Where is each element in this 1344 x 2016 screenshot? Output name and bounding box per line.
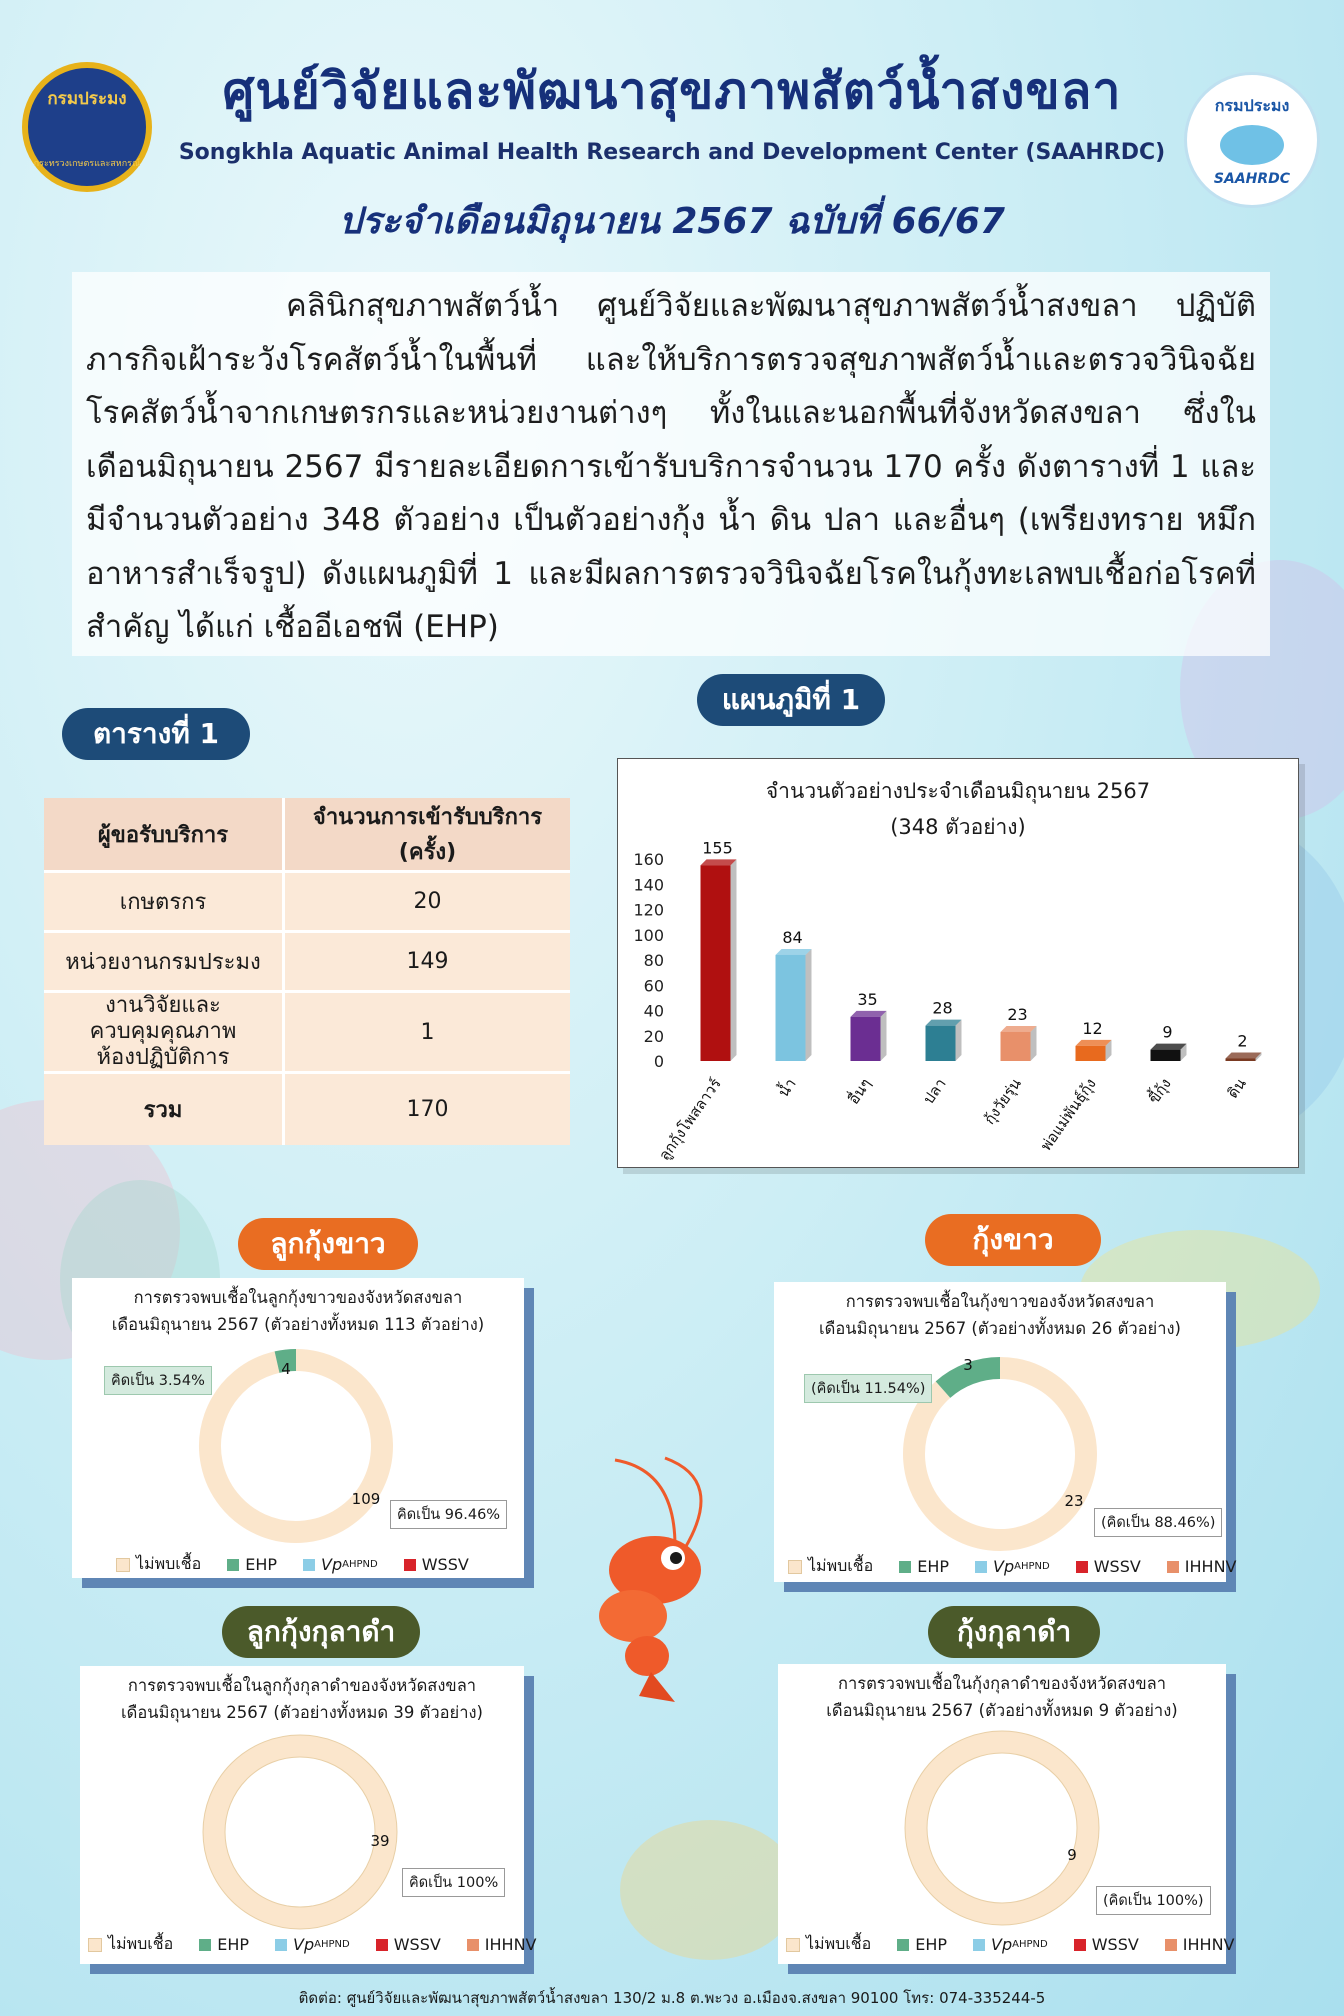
bar	[926, 1026, 956, 1061]
legend-item	[303, 1555, 378, 1574]
donut-outline	[927, 1753, 1077, 1903]
y-tick-label: 100	[633, 925, 664, 945]
bar	[776, 955, 806, 1061]
legend-item	[975, 1557, 1050, 1576]
legend-swatch	[227, 1559, 239, 1571]
intro-text: คลินิกสุขภาพสัตว์น้ำ ศูนย์วิจัยและพัฒนาสุขภาพสัตว์น้ำสงขลา ปฏิบัติภารกิจเฝ้าระวังโรคสัตว์น้ำในพื้นที่ และให้บริการตรวจสุขภาพสัตว์น้ำและตรวจวินิจฉัยโรคสัตว์น้ำจากเกษตรกรและหน่วยงานต่างๆ ทั้งในและนอกพื้นที่จังหวัดสงขลา ซึ่งในเดือนมิถุนายน 2567 มีรายละเอียดการเข้ารับบริการจำนวน 170 ครั้ง ดังตารางที่ 1 และมีจำนวนตัวอย่าง 348 ตัวอย่าง เป็นตัวอย่างกุ้ง น้ำ ดิน ปลา และอื่นๆ (เพรียงทราย หมึก อาหารสำเร็จรูป) ดังแผนภูมิที่ 1 และมีผลการตรวจวินิจฉัยโรคในกุ้งทะเลพบเชื้อก่อโรคที่สำคัญ ได้แก่ เชื้ออีเอชพี (EHP)	[86, 288, 1256, 645]
legend-item	[1076, 1557, 1141, 1576]
bar-side	[1031, 1026, 1037, 1061]
table-row-total	[44, 1073, 570, 1145]
donut-legend	[788, 1554, 1263, 1579]
fish-decoration	[620, 1820, 800, 1960]
legend-swatch	[1165, 1939, 1177, 1951]
data-label: 28	[932, 998, 953, 1018]
donut-title-line: การตรวจพบเชื้อในกุ้งกุลาดำของจังหวัดสงขลา	[837, 1674, 1167, 1693]
category-label: ดิน	[1223, 1074, 1250, 1102]
legend-label: Vp	[991, 1935, 1013, 1954]
chart-title-line: จำนวนตัวอย่างประจำเดือนมิถุนายน 2567	[765, 779, 1151, 803]
bar	[1151, 1050, 1181, 1061]
section-label-white-shrimp: กุ้งขาว	[925, 1214, 1101, 1266]
legend-swatch	[275, 1939, 287, 1951]
bar	[1226, 1058, 1256, 1061]
legend-item	[973, 1935, 1048, 1954]
issue-label: ประจำเดือนมิถุนายน 2567 ฉบับที่ 66/67	[339, 201, 1005, 242]
table-label: ตารางที่ 1	[62, 708, 250, 760]
category-label: ปลา	[919, 1074, 950, 1108]
y-tick-label: 140	[633, 875, 664, 895]
legend-label: ไม่พบเชื้อ	[806, 1934, 872, 1953]
donut-chart	[80, 1666, 524, 1966]
category-label: ลูกกุ้งโพสลาวร์	[655, 1074, 725, 1164]
data-label: 23	[1007, 1004, 1028, 1024]
bar	[701, 865, 731, 1061]
category-label: พ่อแม่พันธุ์กุ้ง	[1036, 1074, 1100, 1155]
donut-percent-callout: คิดเป็น 96.46%	[390, 1500, 507, 1529]
legend-item	[1167, 1557, 1237, 1576]
table-cell: 20	[284, 872, 571, 932]
legend-swatch	[1167, 1561, 1179, 1573]
y-tick-label: 120	[633, 900, 664, 920]
y-tick-label: 80	[643, 951, 664, 970]
legend-item	[1074, 1935, 1139, 1954]
section-label-tiger-shrimp-larvae: ลูกกุ้งกุลาดำ	[222, 1606, 420, 1658]
donut-slice	[916, 1742, 1088, 1914]
bar-top	[701, 859, 737, 865]
donut-outline	[225, 1757, 375, 1907]
logo-text: กรมประมง	[1214, 95, 1290, 115]
donut-title-line: การตรวจพบเชื้อในกุ้งขาวของจังหวัดสงขลา	[845, 1292, 1155, 1311]
legend-label: EHP	[915, 1935, 948, 1954]
legend-swatch	[88, 1938, 102, 1952]
chart-label: แผนภูมิที่ 1	[697, 674, 885, 726]
legend-subscript: AHPND	[314, 1939, 350, 1950]
legend-swatch	[303, 1559, 315, 1571]
data-label: 2	[1237, 1031, 1248, 1051]
donut-legend	[88, 1932, 563, 1957]
service-table	[44, 798, 570, 1145]
bar-chart-panel	[617, 758, 1299, 1168]
table-cell: งานวิจัยและควบคุมคุณภาพห้องปฏิบัติการ	[44, 992, 284, 1073]
legend-subscript: AHPND	[342, 1559, 378, 1570]
legend-item	[899, 1557, 949, 1576]
legend-item	[88, 1932, 173, 1957]
data-label: 35	[857, 989, 878, 1009]
donut-value-label: 23	[1064, 1492, 1084, 1510]
legend-label: WSSV	[421, 1555, 469, 1574]
data-label: 12	[1082, 1018, 1103, 1038]
bar-side	[806, 949, 812, 1061]
legend-item	[467, 1935, 537, 1954]
logo-text: กรมประมง	[47, 88, 127, 109]
donut-chart	[774, 1282, 1226, 1582]
donut-percent-callout: คิดเป็น 3.54%	[104, 1366, 212, 1395]
legend-subscript: AHPND	[1014, 1561, 1050, 1572]
donut-slice	[914, 1368, 1086, 1540]
legend-label: EHP	[245, 1555, 278, 1574]
category-label: อื่นๆ	[844, 1074, 875, 1108]
table-row	[44, 932, 570, 992]
donut-legend	[116, 1552, 495, 1577]
legend-swatch	[788, 1560, 802, 1574]
donut-value-label: 4	[281, 1360, 291, 1378]
donut-title-line: เดือนมิถุนายน 2567 (ตัวอย่างทั้งหมด 26 ตัวอย่าง)	[819, 1319, 1181, 1338]
bar-top	[851, 1011, 887, 1017]
section-label-white-shrimp-larvae: ลูกกุ้งขาว	[238, 1218, 418, 1270]
donut-card-white-shrimp	[774, 1282, 1237, 1582]
legend-swatch	[1076, 1561, 1088, 1573]
legend-swatch	[376, 1939, 388, 1951]
y-tick-label: 160	[633, 850, 664, 869]
legend-item	[786, 1932, 871, 1957]
legend-item	[788, 1554, 873, 1579]
data-label: 155	[702, 838, 733, 858]
legend-label: IHHNV	[1184, 1557, 1237, 1576]
table-header: ผู้ขอรับบริการ	[44, 798, 284, 872]
y-tick-label: 60	[643, 976, 664, 996]
legend-swatch	[404, 1559, 416, 1571]
legend-label: IHHNV	[484, 1935, 537, 1954]
table-header: จำนวนการเข้ารับบริการ (ครั้ง)	[284, 798, 571, 872]
data-label: 84	[782, 927, 803, 947]
donut-title-line: การตรวจพบเชื้อในลูกกุ้งขาวของจังหวัดสงขลา	[133, 1288, 463, 1307]
legend-swatch	[897, 1939, 909, 1951]
bar-top	[1001, 1026, 1037, 1032]
donut-percent-callout: (คิดเป็น 88.46%)	[1094, 1508, 1222, 1537]
legend-label: WSSV	[1091, 1935, 1139, 1954]
legend-swatch	[116, 1558, 130, 1572]
legend-label: WSSV	[393, 1935, 441, 1954]
bar-chart	[618, 759, 1298, 1167]
table-cell: 149	[284, 932, 571, 992]
table-row	[44, 872, 570, 932]
legend-swatch	[1074, 1939, 1086, 1951]
y-tick-label: 0	[653, 1052, 664, 1071]
bar-side	[881, 1011, 887, 1061]
donut-chart	[72, 1278, 524, 1578]
legend-swatch	[786, 1938, 800, 1952]
category-label: น้ำ	[774, 1074, 800, 1101]
donut-slice	[214, 1746, 386, 1918]
legend-swatch	[467, 1939, 479, 1951]
table-cell: รวม	[44, 1073, 284, 1145]
legend-item	[897, 1935, 947, 1954]
page-title: ศูนย์วิจัยและพัฒนาสุขภาพสัตว์น้ำสงขลา	[222, 62, 1122, 120]
footer-contact: ติดต่อ: ศูนย์วิจัยและพัฒนาสุขภาพสัตว์น้ำสงขลา 130/2 ม.8 ต.พะวง อ.เมืองจ.สงขลา 90100 โทร: 074-335244-5	[298, 1989, 1046, 2007]
donut-percent-callout: คิดเป็น 100%	[402, 1868, 505, 1897]
category-label: ขี้กุ้ง	[1144, 1074, 1175, 1108]
bar	[1001, 1032, 1031, 1061]
legend-swatch	[973, 1939, 985, 1951]
donut-title-line: เดือนมิถุนายน 2567 (ตัวอย่างทั้งหมด 9 ตัวอย่าง)	[826, 1701, 1178, 1720]
table-row	[44, 992, 570, 1073]
legend-label: ไม่พบเชื้อ	[108, 1934, 174, 1953]
table-cell: หน่วยงานกรมประมง	[44, 932, 284, 992]
bar-side	[731, 859, 737, 1061]
donut-legend	[786, 1932, 1261, 1957]
legend-swatch	[199, 1939, 211, 1951]
donut-card-tiger-shrimp-larvae	[80, 1666, 537, 1964]
legend-label: EHP	[917, 1557, 950, 1576]
legend-item	[227, 1555, 277, 1574]
section-label-tiger-shrimp: กุ้งกุลาดำ	[928, 1606, 1100, 1658]
donut-title-line: การตรวจพบเชื้อในลูกกุ้งกุลาดำของจังหวัดสงขลา	[127, 1676, 477, 1695]
legend-swatch	[899, 1561, 911, 1573]
donut-value-label: 39	[370, 1832, 390, 1850]
donut-percent-callout: (คิดเป็น 100%)	[1096, 1886, 1211, 1915]
legend-item	[404, 1555, 469, 1574]
logo-subtext: กระทรวงเกษตรและสหกรณ์	[33, 158, 141, 169]
shrimp-illustration	[555, 1450, 755, 1710]
bar-top	[1226, 1052, 1262, 1058]
legend-label: WSSV	[1093, 1557, 1141, 1576]
y-tick-label: 40	[643, 1001, 664, 1021]
bar	[1076, 1046, 1106, 1061]
legend-item	[199, 1935, 249, 1954]
legend-item	[116, 1552, 201, 1577]
table-cell: 1	[284, 992, 571, 1073]
legend-label: Vp	[293, 1935, 315, 1954]
legend-label: IHHNV	[1182, 1935, 1235, 1954]
legend-swatch	[975, 1561, 987, 1573]
bar-top	[776, 949, 812, 955]
legend-subscript: AHPND	[1012, 1939, 1048, 1950]
legend-label: ไม่พบเชื้อ	[808, 1556, 874, 1575]
chart-title-line: (348 ตัวอย่าง)	[890, 815, 1026, 839]
bar-side	[956, 1020, 962, 1061]
donut-title-line: เดือนมิถุนายน 2567 (ตัวอย่างทั้งหมด 113 ตัวอย่าง)	[111, 1315, 485, 1334]
legend-label: EHP	[217, 1935, 250, 1954]
donut-title-line: เดือนมิถุนายน 2567 (ตัวอย่างทั้งหมด 39 ตัวอย่าง)	[121, 1703, 483, 1722]
donut-value-label: 3	[963, 1356, 973, 1374]
y-tick-label: 20	[643, 1026, 664, 1046]
donut-value-label: 9	[1067, 1846, 1077, 1864]
legend-label: ไม่พบเชื้อ	[136, 1554, 202, 1573]
bar-top	[1151, 1044, 1187, 1050]
intro-panel	[72, 272, 1270, 656]
table-cell: เกษตรกร	[44, 872, 284, 932]
legend-item	[1165, 1935, 1235, 1954]
legend-item	[376, 1935, 441, 1954]
legend-item	[275, 1935, 350, 1954]
bar-top	[926, 1020, 962, 1026]
data-label: 9	[1162, 1022, 1173, 1042]
donut-card-tiger-shrimp	[778, 1664, 1235, 1964]
donut-card-white-shrimp-larvae	[72, 1278, 524, 1578]
table-cell: 170	[284, 1073, 571, 1145]
category-label: กุ้งวัยรุ่น	[980, 1074, 1025, 1128]
page-subtitle: Songkhla Aquatic Animal Health Research and Development Center (SAAHRDC)	[178, 140, 1166, 165]
bar-top	[1076, 1040, 1112, 1046]
donut-chart	[778, 1664, 1226, 1964]
legend-label: Vp	[993, 1557, 1015, 1576]
bar	[851, 1017, 881, 1061]
donut-value-label: 109	[351, 1490, 381, 1508]
logo-subtext: SAAHRDC	[1213, 170, 1291, 187]
legend-label: Vp	[321, 1555, 343, 1574]
donut-percent-callout: (คิดเป็น 11.54%)	[804, 1374, 932, 1403]
